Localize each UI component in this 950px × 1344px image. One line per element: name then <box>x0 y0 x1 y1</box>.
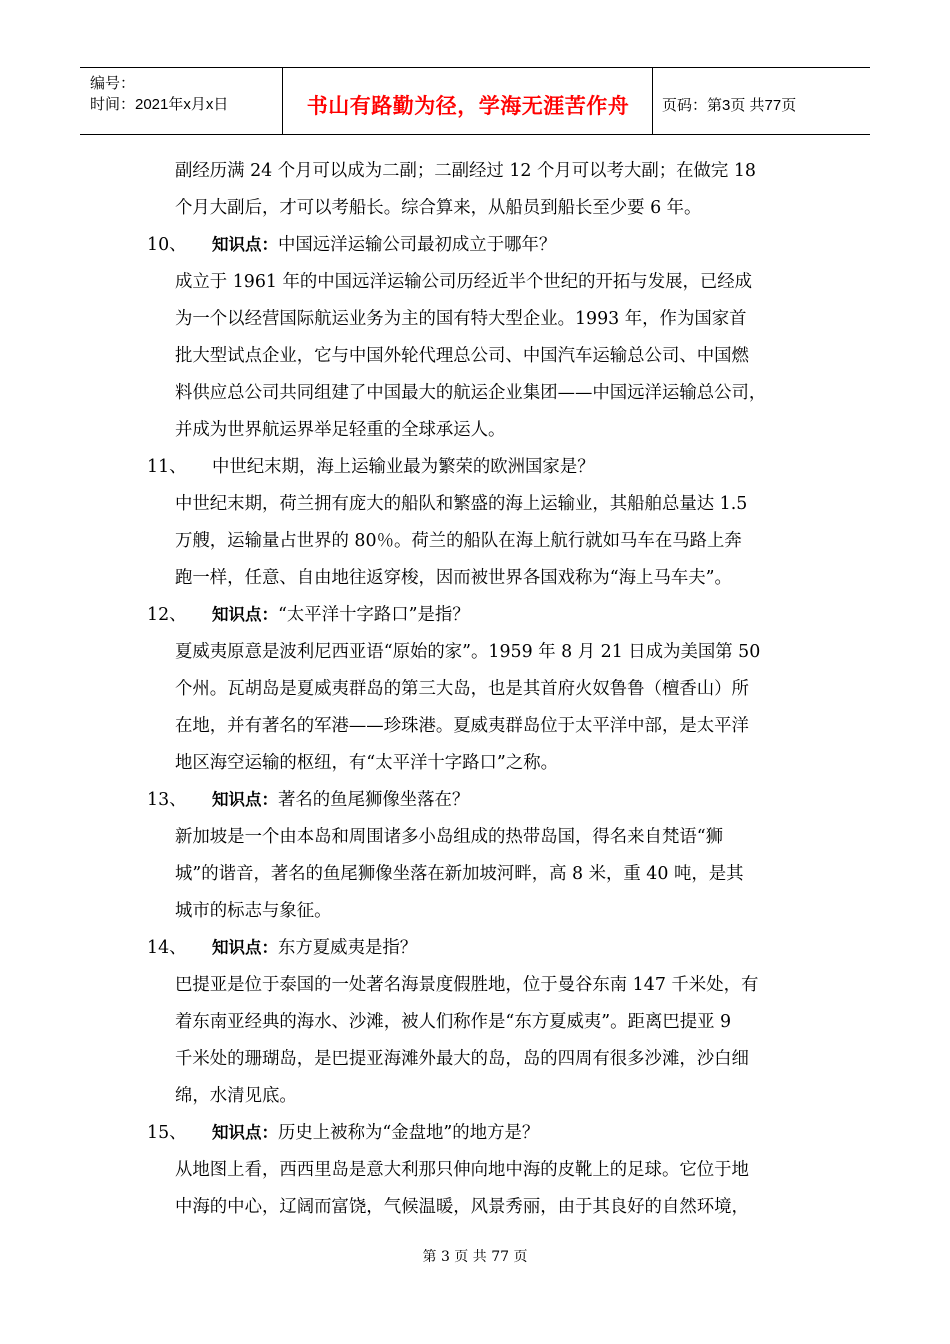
paragraph-line: 从地图上看，西西里岛是意大利那只伸向地中海的皮靴上的足球。它位于地 <box>175 1160 749 1180</box>
page-info: 页码：第3页 共77页 <box>662 97 797 114</box>
motto: 书山有路勤为径，学海无涯苦作舟 <box>306 94 630 118</box>
question-text: 著名的鱼尾狮像坐落在？ <box>278 790 470 810</box>
paragraph-line: 中世纪末期，荷兰拥有庞大的船队和繁盛的海上运输业，其船舶总量达 1.5 <box>175 494 748 514</box>
question-text: “太平洋十字路口”是指？ <box>278 605 470 625</box>
header-motto-cell <box>283 68 653 134</box>
question-text: 中世纪末期，海上运输业最为繁荣的欧洲国家是？ <box>212 457 595 477</box>
paragraph-line: 夏威夷原意是波利尼西亚语“原始的家”。1959 年 8 月 21 日成为美国第 50 <box>175 642 761 662</box>
item-number: 14、 <box>147 938 187 958</box>
question-text: 东方夏威夷是指？ <box>278 938 418 958</box>
paragraph-line: 城”的谐音，著名的鱼尾狮像坐落在新加坡河畔，高 8 米，重 40 吨，是其 <box>175 864 744 884</box>
header-meta-cell <box>80 68 283 134</box>
paragraph-line: 料供应总公司共同组建了中国最大的航运企业集团——中国远洋运输总公司， <box>175 383 767 403</box>
header-page-cell <box>653 68 870 134</box>
paragraph-line: 万艘，运输量占世界的 80％。荷兰的船队在海上航行就如马车在马路上奔 <box>175 531 742 551</box>
paragraph-line: 在地，并有著名的军港——珍珠港。夏威夷群岛位于太平洋中部，是太平洋 <box>175 716 749 736</box>
paragraph-line: 跑一样，任意、自由地往返穿梭，因而被世界各国戏称为“海上马车夫”。 <box>175 568 732 588</box>
item-question <box>212 937 417 959</box>
knowledge-point-label: 知识点： <box>212 1123 278 1142</box>
paragraph-line: 并成为世界航运界举足轻重的全球承运人。 <box>175 420 506 440</box>
item-number: 12、 <box>147 605 187 625</box>
knowledge-point-label: 知识点： <box>212 235 278 254</box>
item-number: 15、 <box>147 1123 187 1143</box>
question-text: 历史上被称为“金盘地”的地方是？ <box>278 1123 540 1143</box>
paragraph-line: 巴提亚是位于泰国的一处著名海景度假胜地，位于曼谷东南 147 千米处，有 <box>175 975 759 995</box>
time-label: 时间：2021年x月x日 <box>90 96 229 113</box>
knowledge-point-label: 知识点： <box>212 605 278 624</box>
page-footer: 第 3 页 共 77 页 <box>422 1249 528 1265</box>
knowledge-point-label: 知识点： <box>212 938 278 957</box>
item-number: 13、 <box>147 790 187 810</box>
paragraph-line: 个州。瓦胡岛是夏威夷群岛的第三大岛，也是其首府火奴鲁鲁（檀香山）所 <box>175 679 749 699</box>
item-question <box>212 604 470 626</box>
paragraph-line: 千米处的珊瑚岛，是巴提亚海滩外最大的岛，岛的四周有很多沙滩，沙白细 <box>175 1049 749 1069</box>
paragraph-line: 中海的中心，辽阔而富饶，气候温暖，风景秀丽，由于其良好的自然环境， <box>175 1197 749 1217</box>
item-question <box>212 1122 539 1144</box>
paragraph-line: 副经历满 24 个月可以成为二副；二副经过 12 个月可以考大副；在做完 18 <box>175 161 756 181</box>
document-header <box>80 67 870 135</box>
paragraph-line: 个月大副后，才可以考船长。综合算来，从船员到船长至少要 6 年。 <box>175 198 702 218</box>
paragraph-line: 绵，水清见底。 <box>175 1086 297 1106</box>
item-question <box>212 456 595 478</box>
paragraph-line: 城市的标志与象征。 <box>175 901 332 921</box>
item-number: 11、 <box>147 457 187 477</box>
paragraph-line: 地区海空运输的枢纽，有“太平洋十字路口”之称。 <box>175 753 558 773</box>
paragraph-line: 新加坡是一个由本岛和周围诸多小岛组成的热带岛国，得名来自梵语“狮 <box>175 827 724 847</box>
knowledge-point-label: 知识点： <box>212 790 278 809</box>
item-question <box>212 789 469 811</box>
paragraph-line: 成立于 1961 年的中国远洋运输公司历经近半个世纪的开拓与发展，已经成 <box>175 272 753 292</box>
paragraph-line: 批大型试点企业，它与中国外轮代理总公司、中国汽车运输总公司、中国燃 <box>175 346 749 366</box>
paragraph-line: 着东南亚经典的海水、沙滩，被人们称作是“东方夏威夷”。距离巴提亚 9 <box>175 1012 732 1032</box>
item-question <box>212 234 556 256</box>
number-label: 编号： <box>90 75 136 92</box>
item-number: 10、 <box>147 235 187 255</box>
paragraph-line: 为一个以经营国际航运业务为主的国有特大型企业。1993 年，作为国家首 <box>175 309 747 329</box>
question-text: 中国远洋运输公司最初成立于哪年？ <box>278 235 557 255</box>
